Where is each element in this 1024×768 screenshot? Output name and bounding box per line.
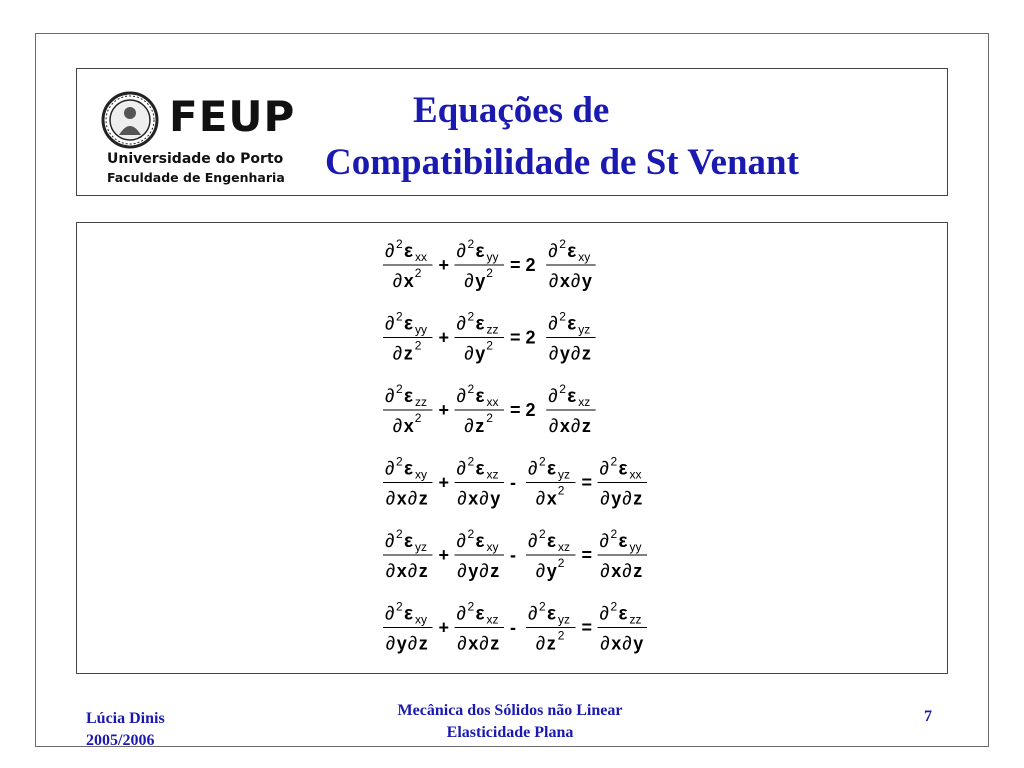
operator: + (438, 400, 449, 420)
strain-subscript: yz (558, 612, 571, 627)
fraction (383, 237, 432, 292)
equation-row (383, 237, 596, 292)
partial-symbol: ∂ (548, 416, 559, 437)
strain-subscript: xx (629, 467, 642, 482)
strain-subscript: xx (486, 395, 499, 409)
epsilon-symbol: ε (567, 386, 577, 407)
epsilon-symbol: ε (404, 458, 414, 480)
exponent: 2 (486, 338, 493, 353)
exponent: 2 (559, 237, 566, 251)
variable: y (475, 343, 486, 364)
variable: y (475, 271, 486, 291)
partial-symbol: ∂ (548, 343, 559, 365)
partial-symbol: ∂ (570, 416, 581, 437)
variable: x (559, 271, 570, 291)
variable: x (611, 633, 622, 654)
footer-course-block (310, 700, 710, 744)
strain-subscript: xz (486, 612, 499, 627)
exponent: 2 (396, 454, 403, 469)
variable: x (546, 488, 557, 509)
variable: x (559, 416, 570, 436)
variable: y (468, 561, 479, 581)
fraction (546, 237, 595, 292)
variable: x (403, 416, 414, 436)
partial-symbol: ∂ (456, 603, 466, 625)
university-seal-icon (101, 91, 159, 149)
fraction (455, 237, 504, 292)
partial-symbol: ∂ (599, 531, 609, 552)
epsilon-symbol: ε (618, 531, 628, 552)
operator: + (438, 545, 449, 565)
strain-subscript: xz (578, 395, 591, 409)
exponent: 2 (467, 309, 475, 324)
partial-symbol: ∂ (457, 488, 467, 510)
epsilon-symbol: ε (475, 531, 485, 552)
variable: z (633, 561, 643, 581)
equation-row (383, 310, 596, 365)
partial-symbol: ∂ (622, 488, 632, 510)
exponent: 2 (486, 266, 493, 280)
partial-symbol: ∂ (570, 271, 581, 292)
footer-author: Lúcia Dinis (86, 710, 165, 727)
strain-subscript: xy (415, 467, 427, 482)
partial-symbol: ∂ (479, 561, 489, 582)
partial-symbol: ∂ (457, 561, 467, 582)
operator: = (581, 472, 592, 493)
fraction (526, 600, 575, 655)
partial-symbol: ∂ (464, 343, 474, 365)
logo-university: Universidade do Porto (107, 151, 284, 167)
partial-symbol: ∂ (535, 561, 546, 582)
fraction (455, 600, 504, 655)
fraction (598, 455, 647, 510)
partial-symbol: ∂ (528, 531, 538, 552)
partial-symbol: ∂ (548, 271, 559, 292)
page-number: 7 (924, 708, 932, 725)
partial-symbol: ∂ (599, 458, 609, 480)
variable: x (396, 488, 407, 509)
partial-symbol: ∂ (385, 488, 396, 510)
feup-logo (101, 91, 301, 185)
variable: z (475, 416, 485, 436)
partial-symbol: ∂ (548, 241, 558, 262)
partial-symbol: ∂ (385, 561, 396, 582)
exponent: 2 (467, 527, 475, 541)
epsilon-symbol: ε (618, 603, 628, 625)
strain-subscript: zz (486, 322, 499, 337)
exponent: 2 (467, 237, 475, 251)
equation-row (383, 382, 596, 437)
exponent: 2 (610, 454, 618, 469)
equations-box (76, 222, 948, 674)
partial-symbol: ∂ (385, 603, 395, 625)
partial-symbol: ∂ (456, 458, 466, 480)
equations-canvas (77, 223, 949, 675)
variable: y (490, 488, 501, 509)
title-line-2: Compatibilidade de St Venant (325, 142, 799, 183)
exponent: 2 (610, 599, 618, 614)
exponent: 2 (610, 527, 618, 541)
footer-topic: Elasticidade Plana (446, 724, 574, 741)
variable: x (468, 488, 479, 509)
variable: z (633, 488, 643, 509)
variable: z (403, 343, 413, 364)
variable: x (396, 561, 407, 581)
fraction (546, 382, 595, 437)
partial-symbol: ∂ (407, 633, 418, 655)
variable: y (396, 633, 407, 654)
partial-symbol: ∂ (385, 633, 396, 655)
partial-symbol: ∂ (392, 416, 403, 437)
partial-symbol: ∂ (600, 633, 610, 655)
logo-faculty: Faculdade de Engenharia (107, 170, 285, 185)
exponent: 2 (557, 556, 565, 570)
operator: + (438, 327, 449, 348)
strain-subscript: xy (578, 250, 591, 264)
fraction (455, 527, 504, 582)
fraction (546, 310, 595, 365)
variable: x (611, 561, 622, 581)
partial-symbol: ∂ (456, 386, 466, 407)
variable: y (559, 343, 570, 364)
partial-symbol: ∂ (392, 343, 403, 365)
strain-subscript: xz (558, 540, 571, 554)
fraction (598, 527, 647, 582)
epsilon-symbol: ε (618, 458, 628, 480)
equation-row (383, 600, 647, 655)
variable: z (418, 561, 428, 581)
exponent: 2 (539, 527, 546, 541)
partial-symbol: ∂ (456, 313, 466, 335)
fraction (455, 455, 504, 510)
epsilon-symbol: ε (475, 458, 485, 480)
strain-subscript: xx (415, 250, 427, 264)
epsilon-symbol: ε (404, 313, 414, 335)
operator: - (509, 545, 516, 565)
strain-subscript: yy (486, 250, 499, 264)
epsilon-symbol: ε (404, 531, 414, 552)
partial-symbol: ∂ (570, 343, 581, 365)
operator: - (509, 617, 516, 638)
operator: = (581, 545, 592, 565)
exponent: 2 (396, 527, 403, 541)
partial-symbol: ∂ (385, 458, 395, 480)
exponent: 2 (414, 266, 422, 280)
variable: x (403, 271, 414, 291)
strain-subscript: yy (629, 540, 642, 554)
exponent: 2 (414, 338, 422, 353)
epsilon-symbol: ε (567, 313, 577, 335)
epsilon-symbol: ε (404, 603, 414, 625)
partial-symbol: ∂ (385, 386, 395, 407)
variable: y (633, 633, 644, 654)
partial-symbol: ∂ (622, 561, 632, 582)
exponent: 2 (557, 483, 565, 498)
operator: + (438, 255, 449, 275)
fraction (455, 310, 504, 365)
partial-symbol: ∂ (385, 241, 395, 262)
variable: y (581, 271, 592, 291)
equation-row (383, 455, 647, 510)
partial-symbol: ∂ (456, 531, 466, 552)
strain-subscript: yz (415, 540, 427, 554)
operator: + (438, 472, 449, 493)
exponent: 2 (539, 454, 546, 469)
epsilon-symbol: ε (475, 313, 485, 335)
exponent: 2 (559, 309, 566, 324)
header-box (76, 68, 948, 196)
operator: = 2 (509, 255, 536, 275)
fraction (383, 527, 432, 582)
exponent: 2 (467, 599, 475, 614)
partial-symbol: ∂ (456, 241, 466, 262)
epsilon-symbol: ε (404, 241, 414, 262)
partial-symbol: ∂ (464, 271, 474, 292)
partial-symbol: ∂ (407, 488, 418, 510)
epsilon-symbol: ε (475, 386, 485, 407)
epsilon-symbol: ε (475, 241, 485, 262)
partial-symbol: ∂ (385, 313, 395, 335)
operator: = 2 (509, 327, 536, 348)
footer-author-block (86, 708, 165, 752)
fraction (383, 455, 432, 510)
partial-symbol: ∂ (622, 633, 632, 655)
partial-symbol: ∂ (535, 488, 546, 510)
exponent: 2 (467, 454, 475, 469)
exponent: 2 (414, 411, 422, 425)
strain-subscript: xz (486, 467, 499, 482)
partial-symbol: ∂ (548, 386, 558, 407)
exponent: 2 (539, 599, 546, 614)
exponent: 2 (467, 382, 475, 396)
footer-course: Mecânica dos Sólidos não Linear (397, 702, 623, 719)
partial-symbol: ∂ (479, 488, 489, 510)
partial-symbol: ∂ (548, 313, 558, 335)
strain-subscript: yz (578, 322, 591, 337)
fraction (598, 600, 647, 655)
strain-subscript: zz (415, 395, 427, 409)
fraction (383, 310, 432, 365)
partial-symbol: ∂ (464, 416, 474, 437)
partial-symbol: ∂ (385, 531, 395, 552)
variable: z (581, 416, 591, 436)
partial-symbol: ∂ (407, 561, 418, 582)
operator: = (581, 617, 592, 638)
partial-symbol: ∂ (479, 633, 489, 655)
strain-subscript: xy (415, 612, 427, 627)
partial-symbol: ∂ (600, 561, 610, 582)
exponent: 2 (396, 237, 403, 251)
variable: z (581, 343, 591, 364)
variable: z (490, 561, 500, 581)
variable: z (418, 488, 428, 509)
variable: y (611, 488, 622, 509)
fraction (455, 382, 504, 437)
title-line-1: Equações de (413, 90, 610, 131)
strain-subscript: zz (629, 612, 642, 627)
logo-wordmark: FEUP (169, 92, 296, 141)
exponent: 2 (559, 382, 566, 396)
variable: z (490, 633, 500, 654)
footer-year: 2005/2006 (86, 732, 155, 749)
epsilon-symbol: ε (475, 603, 485, 625)
strain-subscript: yy (415, 322, 427, 337)
exponent: 2 (396, 309, 403, 324)
fraction (383, 382, 432, 437)
strain-subscript: yz (558, 467, 571, 482)
exponent: 2 (486, 411, 493, 425)
variable: z (546, 633, 556, 654)
epsilon-symbol: ε (547, 458, 557, 480)
exponent: 2 (557, 628, 565, 643)
operator: - (509, 472, 516, 493)
epsilon-symbol: ε (547, 531, 557, 552)
slide-title (317, 85, 937, 189)
exponent: 2 (396, 382, 403, 396)
fraction (526, 527, 575, 582)
epsilon-symbol: ε (567, 241, 577, 262)
epsilon-symbol: ε (404, 386, 414, 407)
epsilon-symbol: ε (547, 603, 557, 625)
partial-symbol: ∂ (528, 458, 538, 480)
operator: + (438, 617, 449, 638)
partial-symbol: ∂ (457, 633, 467, 655)
fraction (526, 455, 575, 510)
variable: x (468, 633, 479, 654)
partial-symbol: ∂ (600, 488, 610, 510)
partial-symbol: ∂ (392, 271, 403, 292)
strain-subscript: xy (486, 540, 499, 554)
variable: y (546, 561, 557, 581)
fraction (383, 600, 432, 655)
partial-symbol: ∂ (599, 603, 609, 625)
variable: z (418, 633, 428, 654)
exponent: 2 (396, 599, 403, 614)
operator: = 2 (509, 400, 536, 420)
partial-symbol: ∂ (528, 603, 538, 625)
equation-row (383, 527, 647, 582)
partial-symbol: ∂ (535, 633, 546, 655)
